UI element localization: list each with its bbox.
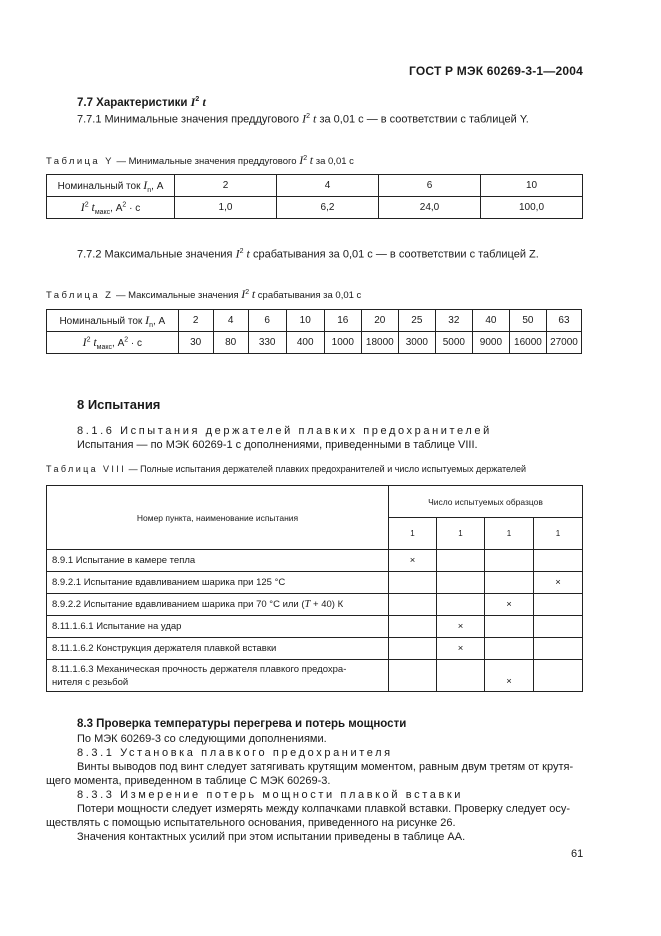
mark-cell <box>485 616 534 638</box>
table-cell: 400 <box>286 332 324 354</box>
table-row <box>47 572 583 594</box>
paragraph-7-7-2: 7.7.2 Максимальные значения $I^2$ t срабатывания за 0,01 с — в соответствии с таблицей Z. <box>77 246 539 261</box>
table-cell: 40 <box>472 310 509 332</box>
mark-cell <box>534 660 583 692</box>
mark-cell <box>389 638 437 660</box>
table-cell: 330 <box>248 332 286 354</box>
table-cell: 30 <box>178 332 213 354</box>
paragraph-8-3-3-l2: ществлять с помощью испытательного основания, приведенного на рисунке 26. <box>46 817 456 829</box>
mark-cell <box>534 594 583 616</box>
mark-cell <box>485 594 534 616</box>
table-cell: 16 <box>324 310 361 332</box>
mark-cell <box>437 594 485 616</box>
table-cell: 4 <box>213 310 248 332</box>
mark-cell <box>534 572 583 594</box>
table-y-row-current <box>47 175 583 197</box>
table-cell: 16000 <box>509 332 546 354</box>
paragraph-8-3-1-l2: щего момента, приведенном в таблице С МЭК 60269-3. <box>46 775 331 787</box>
table-cell: 27000 <box>546 332 581 354</box>
test-name-cell: 8.11.1.6.1 Испытание на удар <box>47 616 389 638</box>
mark-cell <box>485 638 534 660</box>
table-viii-head-row <box>47 486 583 518</box>
table-y-caption: Таблица Y — Минимальные значения преддугового $I^2$ t за 0,01 с <box>46 153 354 167</box>
table-viii <box>46 485 583 692</box>
table-z-row-current <box>47 310 582 332</box>
table-cell: 25 <box>398 310 435 332</box>
document-code: ГОСТ Р МЭК 60269-3-1—2004 <box>409 64 583 78</box>
table-z-row-i2t <box>47 332 582 354</box>
mark-cell <box>485 550 534 572</box>
table-row <box>47 550 583 572</box>
table-cell: 6 <box>248 310 286 332</box>
table-z-label-i2t: $I^2$ $t_{макс}$, $А^2 \cdot с$ <box>47 332 179 354</box>
table-cell: 1 <box>534 518 583 550</box>
table-cell: 10 <box>481 175 583 197</box>
test-name-cell: 8.11.1.6.2 Конструкция держателя плавкой вставки <box>47 638 389 660</box>
subsection-8-3-1-title: 8.3.1 Установка плавкого предохранителя <box>77 747 393 759</box>
table-cell: 18000 <box>361 332 398 354</box>
test-name-cell: 8.11.1.6.3 Механическая прочность держателя плавкого предохра- нителя с резьбой <box>47 660 389 692</box>
table-row <box>47 594 583 616</box>
mark-cell <box>485 572 534 594</box>
table-viii-head-name: Номер пункта, наименование испытания <box>47 486 389 550</box>
table-cell: 80 <box>213 332 248 354</box>
table-viii-caption: Таблица VIII — Полные испытания держателей плавких предохранителей и число испытуемых держателей <box>46 464 527 474</box>
section-8-3-title: 8.3 Проверка температуры перегрева и потерь мощности <box>77 718 407 730</box>
table-cell: 10 <box>286 310 324 332</box>
table-z-label-current: Номинальный ток $I_n$, А <box>47 310 179 332</box>
table-y <box>46 174 583 219</box>
subsection-8-3-3-title: 8.3.3 Измерение потерь мощности плавкой вставки <box>77 789 464 801</box>
mark-cell <box>485 660 534 692</box>
table-cell: 100,0 <box>481 197 583 219</box>
table-cell: 1 <box>389 518 437 550</box>
table-cell: 1000 <box>324 332 361 354</box>
table-z <box>46 309 582 354</box>
table-cell: 50 <box>509 310 546 332</box>
mark-cell <box>437 550 485 572</box>
paragraph-8-3-3-l1: Потери мощности следует измерять между колпачками плавкой вставки. Проверку следует осу- <box>77 803 571 815</box>
section-7-7-title: 7.7 Характеристики $I^2$ t <box>77 95 206 109</box>
mark-cell <box>389 550 437 572</box>
table-z-caption: Таблица Z — Максимальные значения $I^2$ t срабатывания за 0,01 с <box>46 287 362 301</box>
table-y-row-i2t <box>47 197 583 219</box>
table-cell: 1 <box>485 518 534 550</box>
section-8-title: 8 Испытания <box>77 397 161 412</box>
mark-cell <box>534 550 583 572</box>
paragraph-8-3-3-l3: Значения контактных усилий при этом испытании приведены в таблице АА. <box>77 831 466 843</box>
table-cell: 4 <box>277 175 379 197</box>
table-row <box>47 616 583 638</box>
table-cell: 6 <box>379 175 481 197</box>
mark-cell <box>389 594 437 616</box>
table-cell: 1,0 <box>175 197 277 219</box>
paragraph-8-1-6: Испытания — по МЭК 60269-1 с дополнениями, приведенными в таблице VIII. <box>77 439 478 451</box>
cross-mark-icon: × <box>506 599 512 610</box>
table-cell: 32 <box>435 310 472 332</box>
mark-cell <box>437 572 485 594</box>
table-cell: 3000 <box>398 332 435 354</box>
mark-cell <box>437 638 485 660</box>
table-y-label-i2t: $I^2$ $t_{макс}$, $А^2 \cdot с$ <box>47 197 175 219</box>
paragraph-8-3-intro: По МЭК 60269-3 со следующими дополнениями. <box>77 733 327 745</box>
mark-cell <box>437 616 485 638</box>
table-cell: 24,0 <box>379 197 481 219</box>
table-row <box>47 638 583 660</box>
table-cell: 2 <box>178 310 213 332</box>
test-name-cell: 8.9.2.2 Испытание вдавливанием шарика при 70 °С или (T + 40) К <box>47 594 389 616</box>
cross-mark-icon: × <box>409 555 416 566</box>
cross-mark-icon: × <box>506 676 512 687</box>
table-row <box>47 660 583 692</box>
subsection-8-1-6-title: 8.1.6 Испытания держателей плавких предохранителей <box>77 425 492 437</box>
mark-cell <box>389 660 437 692</box>
table-cell: 5000 <box>435 332 472 354</box>
table-cell: 20 <box>361 310 398 332</box>
mark-cell <box>389 616 437 638</box>
mark-cell <box>534 616 583 638</box>
table-cell: 2 <box>175 175 277 197</box>
table-cell: 1 <box>437 518 485 550</box>
cross-mark-icon: × <box>555 577 561 588</box>
table-cell: 9000 <box>472 332 509 354</box>
test-name-cell: 8.9.2.1 Испытание вдавливанием шарика при 125 °С <box>47 572 389 594</box>
cross-mark-icon: × <box>457 643 464 654</box>
test-name-cell: 8.9.1 Испытание в камере тепла <box>47 550 389 572</box>
mark-cell <box>534 638 583 660</box>
cross-mark-icon: × <box>457 621 464 632</box>
page-number: 61 <box>571 848 584 860</box>
mark-cell <box>389 572 437 594</box>
table-y-label-current: Номинальный ток $I_n$, А <box>47 175 175 197</box>
paragraph-7-7-1: 7.7.1 Минимальные значения преддугового $I^2$ t за 0,01 с — в соответствии с таблицей Y. <box>77 111 529 126</box>
table-cell: 6,2 <box>277 197 379 219</box>
table-viii-head-count: Число испытуемых образцов <box>389 486 583 518</box>
mark-cell <box>437 660 485 692</box>
table-cell: 63 <box>546 310 581 332</box>
paragraph-8-3-1-l1: Винты выводов под винт следует затягивать крутящим моментом, равным двум третям от крутя- <box>77 761 574 773</box>
